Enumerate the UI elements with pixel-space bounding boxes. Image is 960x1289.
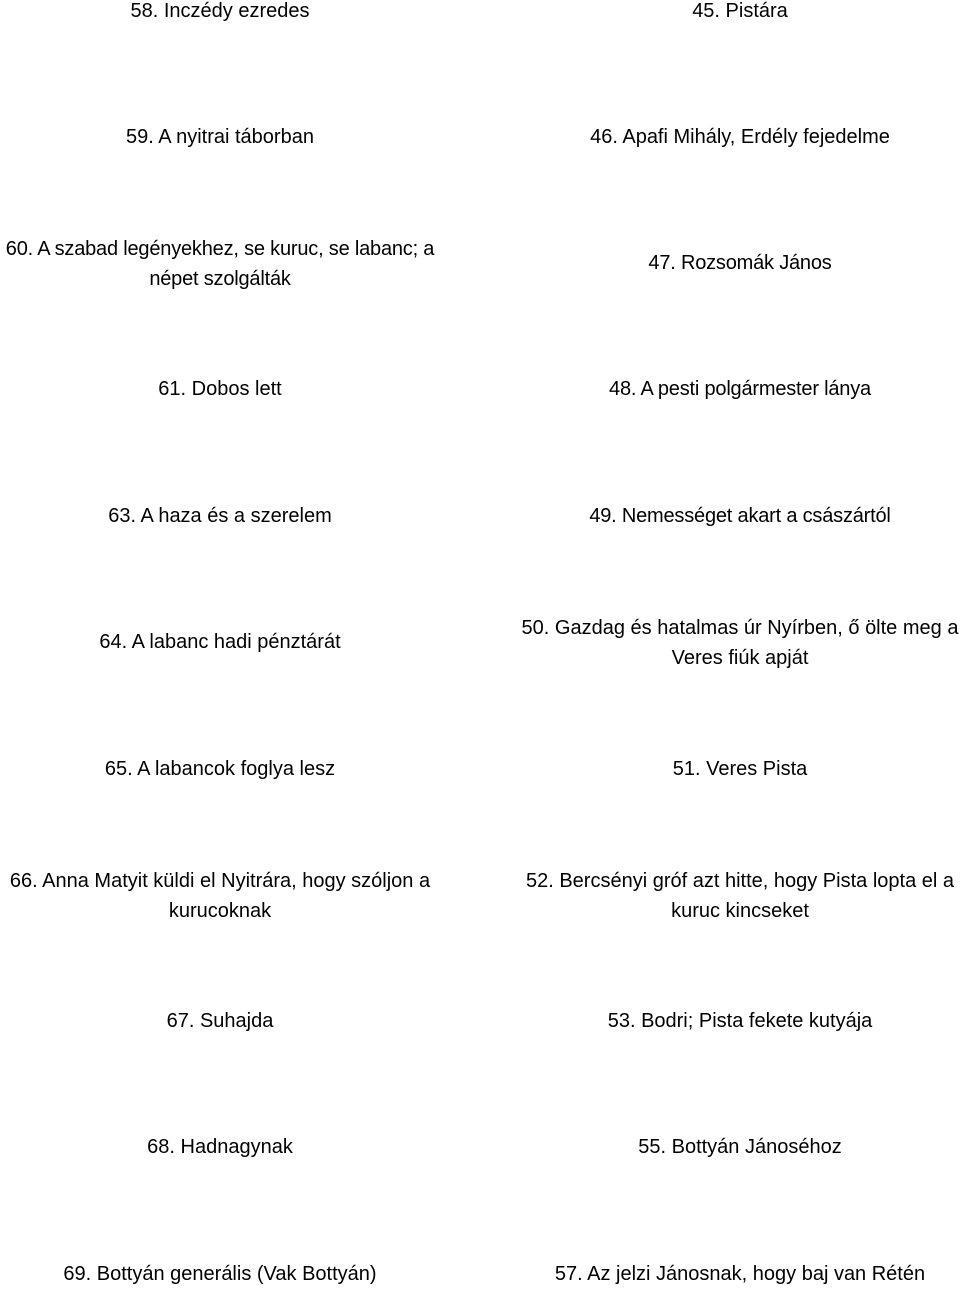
- answer-49: [520, 501, 960, 531]
- answer-text: 46. Apafi Mihály, Erdély fejedelme: [590, 126, 890, 148]
- answer-60: [0, 234, 440, 294]
- answer-text-line-2: Veres fiúk apját: [671, 647, 809, 669]
- answer-text-line-2: népet szolgálták: [149, 268, 291, 290]
- answer-53: [520, 1006, 960, 1036]
- answer-50: [520, 613, 960, 673]
- answer-text: 65. A labancok foglya lesz: [104, 758, 336, 780]
- answer-text: 58. Inczédy ezredes: [130, 0, 310, 22]
- answer-61: [0, 374, 440, 404]
- answer-text: 63. A haza és a szerelem: [108, 505, 332, 527]
- answer-text: 47. Rozsomák János: [648, 252, 832, 274]
- answer-45: [520, 0, 960, 26]
- answer-51: [520, 754, 960, 784]
- answer-63: [0, 501, 440, 531]
- answer-69: [0, 1259, 440, 1289]
- answer-47: [520, 248, 960, 278]
- answer-text: 68. Hadnagynak: [147, 1136, 293, 1158]
- answer-65: [0, 754, 440, 784]
- answer-57: [520, 1259, 960, 1289]
- answer-text: 57. Az jelzi Jánosnak, hogy baj van Rétén: [554, 1263, 926, 1285]
- answer-59: [0, 122, 440, 152]
- answer-46: [520, 122, 960, 152]
- answer-text: 61. Dobos lett: [158, 378, 282, 400]
- answer-text: 45. Pistára: [692, 0, 788, 22]
- answer-64: [0, 627, 440, 657]
- answer-52: [520, 866, 960, 926]
- answer-48: [520, 374, 960, 404]
- answer-text-line-2: kuruc kincseket: [671, 900, 809, 922]
- answer-text-line-1: 60. A szabad legényekhez, se kuruc, se labanc; a: [5, 238, 435, 260]
- answer-text-line-1: 50. Gazdag és hatalmas úr Nyírben, ő ölte meg a: [521, 617, 959, 639]
- answer-text: 69. Bottyán generális (Vak Bottyán): [63, 1263, 377, 1285]
- answer-66: [0, 866, 440, 926]
- answer-68: [0, 1132, 440, 1162]
- answer-text: 48. A pesti polgármester lánya: [609, 378, 871, 400]
- answer-text: 67. Suhajda: [166, 1010, 274, 1032]
- answer-text: 64. A labanc hadi pénztárát: [99, 631, 341, 653]
- answer-text: 49. Nemességet akart a császártól: [589, 505, 891, 527]
- answer-58: [0, 0, 440, 26]
- answer-text-line-2: kurucoknak: [168, 900, 272, 922]
- answer-text: 53. Bodri; Pista fekete kutyája: [607, 1010, 873, 1032]
- answer-55: [520, 1132, 960, 1162]
- answer-text: 51. Veres Pista: [672, 758, 808, 780]
- answer-text: 55. Bottyán Jánoséhoz: [638, 1136, 842, 1158]
- answer-67: [0, 1006, 440, 1036]
- answer-text-line-1: 52. Bercsényi gróf azt hitte, hogy Pista lopta el a: [525, 870, 955, 892]
- answer-text-line-1: 66. Anna Matyit küldi el Nyitrára, hogy szóljon a: [9, 870, 431, 892]
- answer-text: 59. A nyitrai táborban: [126, 126, 314, 148]
